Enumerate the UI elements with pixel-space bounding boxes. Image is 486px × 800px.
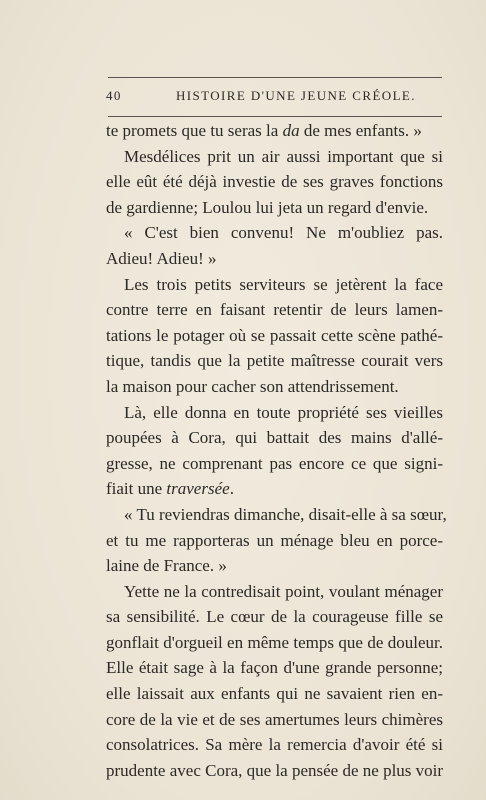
text-line <box>106 451 443 477</box>
text-run: « C'est bien convenu! Ne m'oubliez pas. <box>124 223 443 243</box>
text-line <box>106 604 443 630</box>
text-run: elle eût été déjà investie de ses graves fonctions <box>106 172 443 192</box>
text-line <box>106 476 443 502</box>
text-run: et tu me rapporteras un ménage bleu en porce- <box>106 530 443 550</box>
text-line <box>106 348 443 374</box>
text-line <box>106 630 443 656</box>
text-line <box>106 502 447 528</box>
text-line <box>106 195 443 221</box>
text-run: contre terre en faisant retentir de leurs lamen- <box>106 300 443 320</box>
text-run: Mesdélices prit un air aussi important que si <box>124 146 443 166</box>
text-run: tique, tandis que la petite maîtresse courait vers <box>106 351 443 371</box>
text-line <box>106 681 443 707</box>
text-run: poupées à Cora, qui battait des mains d'allé- <box>106 428 443 448</box>
text-line <box>106 425 443 451</box>
text-line <box>106 144 443 170</box>
text-line <box>106 655 443 681</box>
text-run: Adieu! Adieu! » <box>106 248 217 268</box>
text-run: gresse, ne comprenant pas encore ce que signi- <box>106 453 443 473</box>
italic-text-run: traversée <box>166 479 230 499</box>
text-run: prudente avec Cora, que la pensée de ne plus voir <box>106 760 444 780</box>
running-head <box>106 86 442 108</box>
text-line <box>106 118 443 144</box>
header-rule-bottom <box>108 116 442 117</box>
text-run: de mes enfants. » <box>299 121 422 140</box>
text-line <box>106 374 443 400</box>
text-line <box>106 400 443 426</box>
text-line <box>106 297 443 323</box>
text-line <box>106 707 443 733</box>
text-run: laine de France. » <box>106 556 227 576</box>
text-run: . <box>229 479 234 499</box>
body-text <box>106 118 447 783</box>
text-run: consolatrices. Sa mère la remercia d'avoir été si <box>106 735 443 755</box>
header-rule-top <box>108 77 442 78</box>
text-run: Elle était sage à la façon d'une grande personne; <box>106 658 443 678</box>
text-line <box>106 220 443 246</box>
text-run: fiait une <box>106 479 167 499</box>
running-title: HISTOIRE D'UNE JEUNE CRÉOLE. <box>176 88 416 103</box>
text-run: tations le potager où se passait cette scène pathé- <box>106 325 443 345</box>
text-run: la maison pour cacher son attendrissement. <box>106 376 399 396</box>
text-run: « Tu reviendras dimanche, disait-elle à sa sœur, <box>124 504 447 524</box>
text-line <box>106 272 443 298</box>
text-run: gonflait d'orgueil en même temps que de douleur. <box>106 632 443 652</box>
text-line <box>106 246 443 272</box>
text-line <box>106 732 443 758</box>
text-run: Yette ne la contredisait point, voulant ménager <box>124 581 443 601</box>
text-run: elle laissait aux enfants qui ne savaient rien en- <box>106 684 443 704</box>
text-line <box>106 553 443 579</box>
text-line <box>106 323 443 349</box>
text-run: core de la vie et de ses amertumes leurs chimères <box>106 709 443 729</box>
text-run: sa sensibilité. Le cœur de la courageuse fille se <box>106 607 443 627</box>
text-line <box>106 579 443 605</box>
text-line <box>106 169 443 195</box>
text-line <box>106 528 443 554</box>
text-run: de gardienne; Loulou lui jeta un regard d'envie. <box>106 197 429 217</box>
page-number: 40 <box>106 88 122 103</box>
text-line <box>106 758 443 784</box>
italic-text-run: da <box>282 121 300 140</box>
text-run: Les trois petits serviteurs se jetèrent la face <box>124 274 443 294</box>
text-run: te promets que tu seras la <box>106 121 283 140</box>
text-run: Là, elle donna en toute propriété ses vieilles <box>124 402 443 422</box>
